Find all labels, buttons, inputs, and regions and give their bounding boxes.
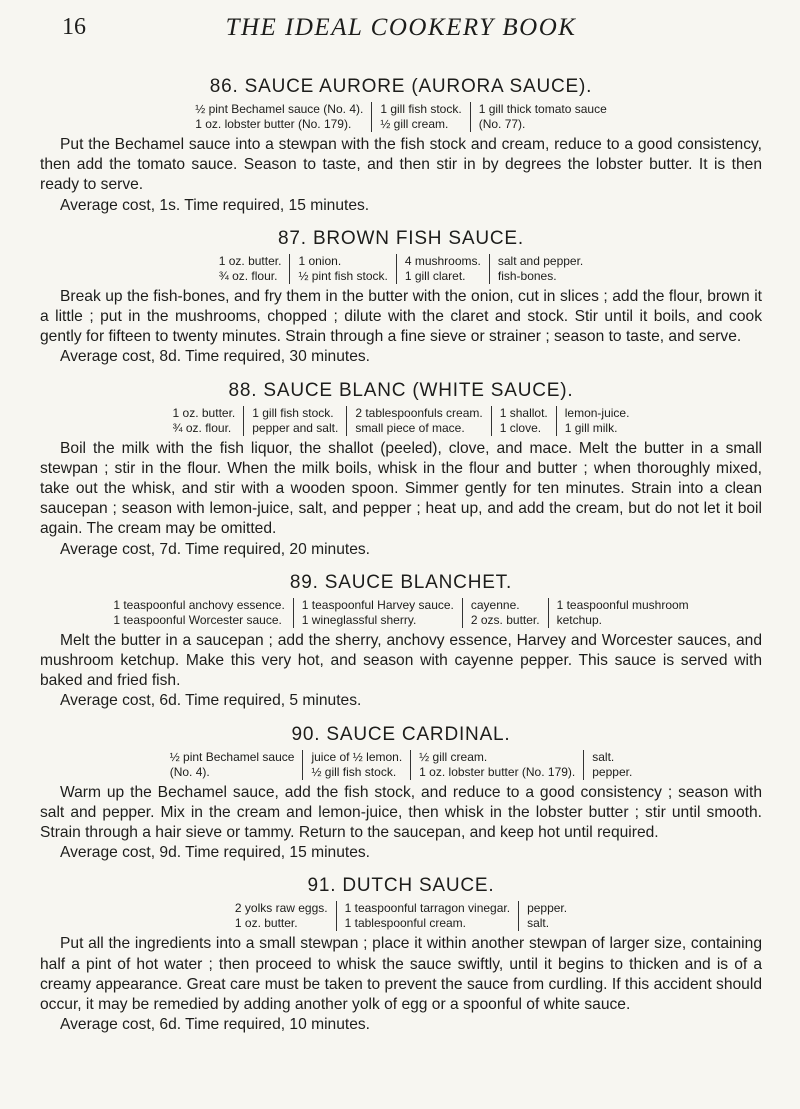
ingredient-list xyxy=(40,254,762,284)
ingredient-item: 1 oz. butter. xyxy=(234,916,298,931)
ingredient-item: juice of ½ lemon. xyxy=(311,749,403,764)
recipe-title: 87. BROWN FISH SAUCE. xyxy=(278,227,524,249)
ingredient-column xyxy=(583,750,640,780)
ingredient-column xyxy=(211,254,290,284)
ingredient-item: ½ pint Bechamel sauce (No. 4). xyxy=(195,102,364,116)
recipe-cost-time: Average cost, 8d. Time required, 30 minutes. xyxy=(60,348,371,366)
recipe xyxy=(40,76,762,216)
ingredient-item: 1 oz. butter. xyxy=(218,253,282,268)
ingredient-item: ½ gill fish stock. xyxy=(311,764,397,779)
ingredient-item: 4 mushrooms. xyxy=(404,253,481,268)
ingredient-column xyxy=(371,102,469,132)
recipe-cost-time: Average cost, 6d. Time required, 5 minutes. xyxy=(60,692,362,710)
ingredient-column xyxy=(227,901,336,931)
ingredient-item: 1 teaspoonful Worcester sauce. xyxy=(113,612,282,627)
ingredient-item: 2 yolks raw eggs. xyxy=(234,901,328,916)
ingredient-column xyxy=(187,102,371,132)
ingredient-item: 1 oz. butter. xyxy=(172,405,236,420)
ingredient-column xyxy=(346,406,490,436)
recipe-method: Boil the milk with the fish liquor, the shallot (peeled), clove, and mace. Melt the butter in a small stewpan ; stir in the flour. When the milk boils, whisk in the flour and butter ; when thoroughly mixed, take out the whisk, and stir with a wooden spoon. Simmer gently for ten minutes. Strain into a clean saucepan ; season with lemon-juice, salt, and pepper ; heat up, and add the cream, but do not let it boil again. The cream may be omitted. xyxy=(40,439,762,538)
ingredient-list xyxy=(40,750,762,780)
ingredient-column xyxy=(396,254,489,284)
recipe-title: 90. SAUCE CARDINAL. xyxy=(291,723,511,745)
ingredient-item: salt and pepper. xyxy=(497,253,584,268)
ingredient-item: 1 gill fish stock. xyxy=(380,102,462,116)
ingredient-item: ketchup. xyxy=(556,612,602,627)
ingredient-item: 1 clove. xyxy=(499,420,542,435)
ingredient-item: 1 gill fish stock. xyxy=(252,405,334,420)
ingredient-column xyxy=(491,406,556,436)
ingredient-item: 2 ozs. butter. xyxy=(470,612,540,627)
recipe xyxy=(40,380,762,560)
ingredient-item: small piece of mace. xyxy=(355,420,465,435)
ingredient-column xyxy=(162,750,303,780)
book-title: THE IDEAL COOKERY BOOK xyxy=(225,14,577,41)
ingredient-item: 1 shallot. xyxy=(499,405,548,420)
recipe-method: Warm up the Bechamel sauce, add the fish stock, and reduce to a good consistency ; season with salt and pepper. Mix in the cream and lemon-juice, then whisk in the lobster butter ; stir until smooth. Strain through a hair sieve or tammy. Return to the saucepan, and keep hot until required. xyxy=(40,783,762,842)
recipe-cost-time: Average cost, 7d. Time required, 20 minutes. xyxy=(60,540,371,558)
recipe-list xyxy=(40,76,762,1047)
recipe-title: 91. DUTCH SAUCE. xyxy=(307,875,495,897)
ingredient-item: 1 gill milk. xyxy=(564,420,618,435)
ingredient-column xyxy=(293,598,462,628)
ingredient-item: 1 oz. lobster butter (No. 179). xyxy=(195,117,352,131)
ingredient-column xyxy=(302,750,410,780)
recipe-title: 86. SAUCE AURORE (AURORA SAUCE). xyxy=(209,76,593,97)
ingredient-list xyxy=(40,102,762,132)
ingredient-item: salt. xyxy=(527,916,550,931)
recipe-cost-time: Average cost, 6d. Time required, 10 minutes. xyxy=(60,1016,371,1034)
page-number: 16 xyxy=(62,14,86,40)
ingredient-column xyxy=(336,901,518,931)
recipe-method: Melt the butter in a saucepan ; add the sherry, anchovy essence, Harvey and Worcester sauces, and mushroom ketchup. Make this very hot, and season with cayenne pepper. This sauce is served with baked and fried fish. xyxy=(40,631,762,690)
ingredient-item: 2 tablespoonfuls cream. xyxy=(355,405,483,420)
recipe xyxy=(40,724,762,864)
recipe xyxy=(40,875,762,1035)
ingredient-item: 1 oz. lobster butter (No. 179). xyxy=(419,764,576,779)
ingredient-item: pepper and salt. xyxy=(252,420,339,435)
ingredient-item: ½ pint Bechamel sauce xyxy=(169,749,295,764)
ingredient-column xyxy=(556,406,638,436)
ingredient-item: ½ gill cream. xyxy=(380,117,449,131)
recipe-title: 88. SAUCE BLANC (WHITE SAUCE). xyxy=(228,379,574,401)
ingredient-column xyxy=(105,598,292,628)
ingredient-column xyxy=(548,598,697,628)
ingredient-item: 1 gill claret. xyxy=(404,268,466,283)
ingredient-item: cayenne. xyxy=(470,597,520,612)
ingredient-item: ¾ oz. flour. xyxy=(172,420,232,435)
ingredient-item: pepper. xyxy=(592,764,633,779)
ingredient-item: pepper. xyxy=(527,901,568,916)
ingredient-list xyxy=(40,598,762,628)
ingredient-item: ½ gill cream. xyxy=(419,749,488,764)
ingredient-item: 1 teaspoonful anchovy essence. xyxy=(113,597,285,612)
ingredient-item: ½ pint fish stock. xyxy=(298,268,388,283)
ingredient-column xyxy=(470,102,615,132)
ingredient-item: ¾ oz. flour. xyxy=(218,268,278,283)
ingredient-item: 1 gill thick tomato sauce xyxy=(478,102,607,116)
ingredient-column xyxy=(165,406,244,436)
running-head xyxy=(62,14,740,44)
ingredient-column xyxy=(489,254,591,284)
ingredient-list xyxy=(40,901,762,931)
recipe xyxy=(40,228,762,368)
ingredient-item: fish-bones. xyxy=(497,268,557,283)
recipe-title: 89. SAUCE BLANCHET. xyxy=(289,571,513,593)
ingredient-item: 1 tablespoonful cream. xyxy=(344,916,467,931)
ingredient-item: salt. xyxy=(592,749,615,764)
ingredient-column xyxy=(462,598,548,628)
recipe-cost-time: Average cost, 1s. Time required, 15 minutes. xyxy=(60,196,370,214)
ingredient-item: 1 onion. xyxy=(298,253,342,268)
recipe-method: Put the Bechamel sauce into a stewpan with the fish stock and cream, reduce to a good consistency, then add the tomato sauce. Season to taste, and then stir in by degrees the lobster butter. It is then ready to serve. xyxy=(40,136,762,194)
ingredient-list xyxy=(40,406,762,436)
ingredient-item: 1 teaspoonful Harvey sauce. xyxy=(301,597,454,612)
ingredient-item: 1 wineglassful sherry. xyxy=(301,612,417,627)
ingredient-item: lemon-juice. xyxy=(564,405,630,420)
recipe-method: Put all the ingredients into a small stewpan ; place it within another stewpan of larger size, containing half a pint of hot water ; then proceed to whisk the sauce swiftly, until it begins to thicken and is of a creamy appearance. Great care must be taken to prevent the sauce from curdling. If this accident should occur, it may be remedied by adding another yolk of egg or a spoonful of white sauce. xyxy=(40,935,762,1014)
ingredient-item: 1 teaspoonful mushroom xyxy=(556,597,689,612)
ingredient-column xyxy=(289,254,395,284)
recipe-cost-time: Average cost, 9d. Time required, 15 minutes. xyxy=(60,844,371,862)
ingredient-column xyxy=(243,406,346,436)
ingredient-column xyxy=(518,901,575,931)
ingredient-item: (No. 4). xyxy=(169,764,210,779)
recipe xyxy=(40,572,762,712)
recipe-method: Break up the fish-bones, and fry them in the butter with the onion, cut in slices ; add the flour, brown it a little ; put in the mushrooms, chopped ; dilute with the claret and stock. Stir until it boils, and cook gently for fifteen to twenty minutes. Strain through a fine sieve or strainer ; season to taste, and serve. xyxy=(40,287,762,346)
ingredient-item: (No. 77). xyxy=(478,117,526,131)
ingredient-item: 1 teaspoonful tarragon vinegar. xyxy=(344,901,511,916)
ingredient-column xyxy=(410,750,583,780)
